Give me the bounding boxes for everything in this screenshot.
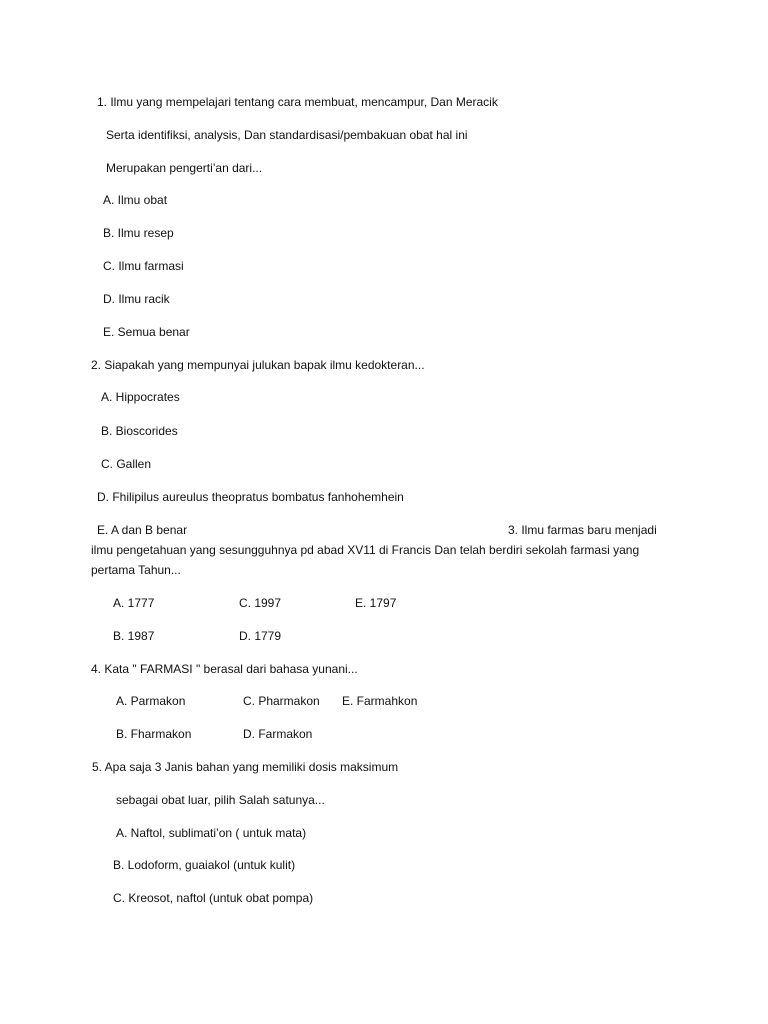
question-2-option-a: A. Hippocrates [101, 390, 180, 404]
question-3-option-c: C. 1997 [239, 596, 282, 610]
question-1-option-a: A. Ilmu obat [103, 193, 168, 207]
question-1-line-2: Serta identifiksi, analysis, Dan standardisasi/pembakuan obat hal ini [106, 128, 468, 142]
question-2-text: 2. Siapakah yang mempunyai julukan bapak ilmu kedokteran... [91, 358, 425, 372]
question-3-line-1: 3. Ilmu farmas baru menjadi [508, 523, 657, 537]
question-3-line-2: ilmu pengetahuan yang sesungguhnya pd abad XV11 di Francis Dan telah berdiri sekolah farmasi yang [91, 543, 640, 557]
question-2-option-d: D. Fhilipilus aureulus theopratus bombatus fanhohemhein [97, 490, 404, 504]
question-3-option-e: E. 1797 [355, 596, 397, 610]
question-3-option-a: A. 1777 [113, 596, 155, 610]
question-5-option-b: B. Lodoform, guaiakol (untuk kulit) [113, 858, 296, 872]
question-4-option-d: D. Farmakon [243, 727, 313, 741]
question-1-option-c: C. Ilmu farmasi [103, 259, 184, 273]
question-5-line-2: sebagai obat luar, pilih Salah satunya... [116, 793, 325, 807]
question-4-option-e: E. Farmahkon [342, 694, 418, 708]
question-4-option-a: A. Parmakon [116, 694, 186, 708]
question-3-option-d: D. 1779 [239, 629, 282, 643]
question-1-option-e: E. Semua benar [103, 325, 190, 339]
question-5-line-1: 5. Apa saja 3 Janis bahan yang memiliki dosis maksimum [92, 760, 399, 774]
question-5-option-c: C. Kreosot, naftol (untuk obat pompa) [113, 891, 314, 905]
question-1-line-3: Merupakan pengerti’an dari... [106, 161, 263, 175]
question-2-option-e: E. A dan B benar [97, 523, 188, 537]
question-2-option-c: C. Gallen [101, 457, 152, 471]
question-2-option-b: B. Bioscorides [101, 424, 178, 438]
question-1-option-b: B. Ilmu resep [103, 226, 174, 240]
question-1-option-d: D. Ilmu racik [103, 292, 170, 306]
question-3-line-3: pertama Tahun... [91, 563, 181, 577]
question-1-line-1: 1. Ilmu yang mempelajari tentang cara membuat, mencampur, Dan Meracik [97, 95, 498, 109]
question-4-text: 4. Kata " FARMASI " berasal dari bahasa yunani... [91, 662, 358, 676]
question-3-option-b: B. 1987 [113, 629, 155, 643]
question-4-option-c: C. Pharmakon [243, 694, 320, 708]
question-4-option-b: B. Fharmakon [116, 727, 192, 741]
question-5-option-a: A. Naftol, sublimati’on ( untuk mata) [116, 826, 307, 840]
